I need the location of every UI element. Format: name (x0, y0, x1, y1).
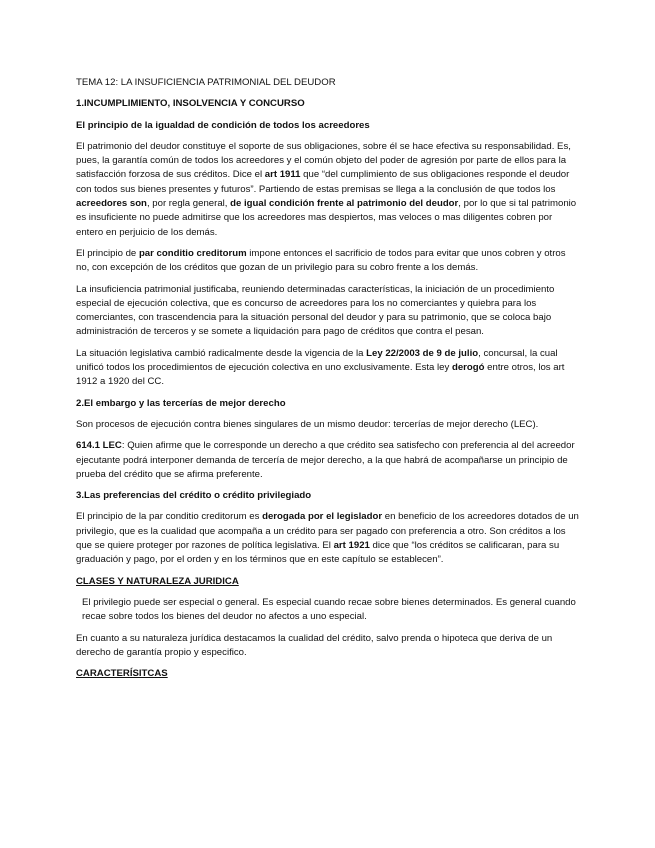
paragraph-preferencias (76, 510, 581, 567)
paragraph-insuficiencia: La insuficiencia patrimonial justificaba, reuniendo determinadas características, la iniciación de un procedimiento especial de ejecución colectiva, que es concurso de acreedores para los no comerciantes y quiebra para los comerciantes, con trascendencia para la situación personal del deudor y para su patrimonio, que se coloca bajo administración de terceros y se somete a liquidación para pago de créditos que contra el pesan. (76, 283, 555, 338)
p2-bold-par-conditio: par conditio creditorum (138, 247, 247, 259)
p4-text-3: entre otros, los art 1912 a 1920 del CC. (76, 362, 565, 388)
p7-text-2: en beneficio de los acreedores dotados de un privilegio, que es la cualidad que acompaña a un crédito para ser pagado con preferencia a otro. Son créditos a los que se quiere proteger por razones de política legislativa. El (76, 511, 579, 552)
subheading-principio-igualdad: El principio de la igualdad de condición de todos los acreedores (76, 119, 370, 131)
p1-text-2: que “del cumplimiento de sus obligaciones responde el deudor con todos sus bienes presentes y futuros”. Partiendo de estas premisas se llega a la conclusión de que todos los (76, 169, 570, 195)
section-caracteristicas-heading: CARACTERÍSITCAS (76, 668, 168, 680)
section-clases-heading: CLASES Y NATURALEZA JURIDICA (76, 575, 239, 587)
p7-text-3: dice que “los créditos se calificaran, para su graduación y pago, por el orden y en los términos que en este capítulo se establecen”. (76, 540, 560, 566)
paragraph-patrimonio (76, 140, 581, 240)
paragraph-procesos-ejecucion: Son procesos de ejecución contra bienes singulares de un mismo deudor: tercerías de mejor derecho (LEC). (76, 418, 539, 430)
p1-text-4: , por lo que si tal patrimonio es insuficiente no puede admitirse que los acreedores mas despiertos, mas veloces o mas diligentes cobren por entero en perjuicio de los demás. (76, 198, 577, 238)
paragraph-ley-concursal (76, 347, 581, 390)
p1-text-3: , por regla general, (146, 198, 231, 210)
p7-text-1: El principio de la par conditio creditorum es (76, 511, 263, 523)
section-2-heading: 2.El embargo y las tercerías de mejor derecho (76, 397, 286, 409)
paragraph-614-lec (76, 439, 581, 482)
p1-bold-art1911: art 1911 (264, 169, 301, 181)
p1-bold-acreedores: acreedores son (76, 198, 147, 210)
p4-text-2: , concursal, la cual unificó todos los procedimientos de ejecución colectiva en uno exclusivamente. Esta ley (76, 347, 558, 374)
p1-bold-igual-condicion: de igual condición frente al patrimonio del deudor (230, 198, 459, 210)
document-title: TEMA 12: LA INSUFICIENCIA PATRIMONIAL DEL DEUDOR (76, 77, 336, 88)
p6-text-1: : Quien afirme que le corresponde un derecho a que crédito sea satisfecho con preferencia al del acreedor ejecutante podrá interponer demanda de tercería de mejor derecho, a la que habrá de acompañarse un principio de prueba del crédito que se afirma preferente. (76, 440, 575, 480)
document-page (76, 70, 581, 681)
paragraph-par-conditio (76, 247, 581, 276)
p2-text-2: impone entonces el sacrificio de todos para evitar que unos cobren y otros no, con excepción de los créditos que gozan de un privilegio para su cobro frente a los demás. (76, 247, 566, 274)
paragraph-naturaleza-juridica: En cuanto a su naturaleza jurídica destacamos la cualidad del crédito, salvo prenda o hipoteca que deriva de un derecho de garantía propio y especifico. (76, 632, 553, 658)
section-1-heading: 1.INCUMPLIMIENTO, INSOLVENCIA Y CONCURSO (76, 98, 305, 110)
paragraph-privilegio-especial-general: El privilegio puede ser especial o general. Es especial cuando recae sobre bienes determinados. Es general cuando recae sobre todos los bienes del deudor no afectos a uno especial. (82, 596, 576, 623)
p7-bold-derogada: derogada por el legislador (262, 511, 383, 523)
p4-bold-derogo: derogó (451, 362, 485, 374)
p4-bold-ley: Ley 22/2003 de 9 de julio (366, 347, 479, 359)
p7-bold-art1921: art 1921 (333, 540, 370, 552)
p1-text-1: El patrimonio del deudor constituye el soporte de sus obligaciones, sobre él se hace efectiva su responsabilidad. Es, pues, la garantía común de todos los acreedores y el común objeto del poder de agresión por parte de ellos para la satisfacción forzosa de sus créditos. Dice el (76, 140, 571, 181)
p6-bold-614-lec: 614.1 LEC (76, 440, 122, 452)
section-3-heading: 3.Las preferencias del crédito o crédito privilegiado (76, 490, 312, 502)
p2-text-1: El principio de (76, 247, 139, 259)
p4-text-1: La situación legislativa cambió radicalmente desde la vigencia de la (76, 347, 367, 359)
